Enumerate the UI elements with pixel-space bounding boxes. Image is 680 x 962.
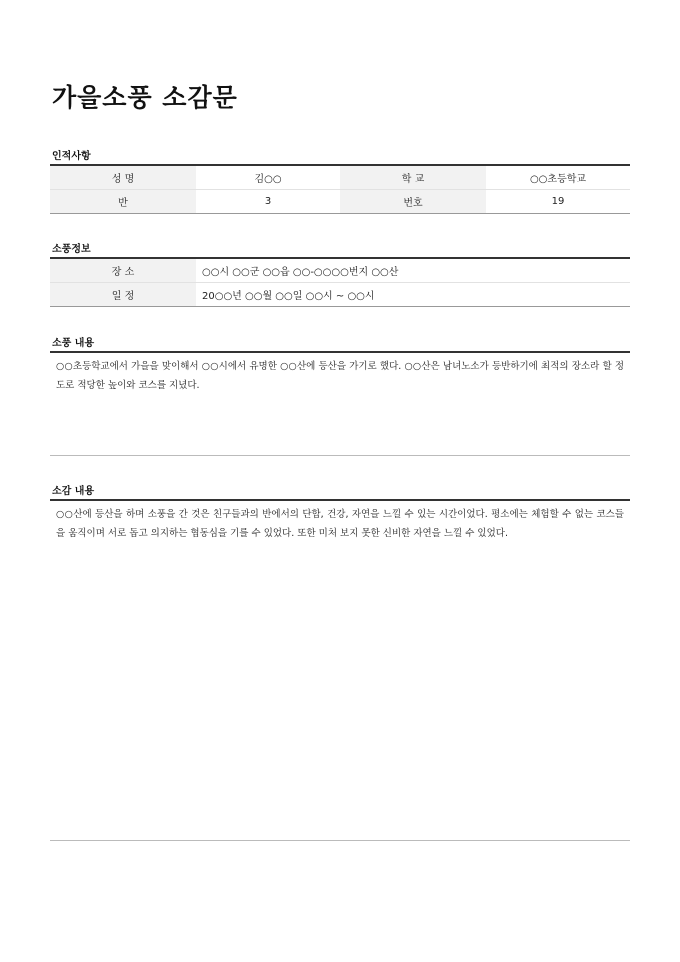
number-value: 19 [551, 196, 565, 207]
personal-info-heading: 인적사항 [52, 151, 91, 162]
school-value: ○○초등학교 [486, 165, 630, 190]
personal-info-table [50, 164, 630, 214]
table-row [50, 283, 630, 307]
table-row [50, 190, 630, 214]
name-label: 성 명 [50, 165, 196, 190]
number-label: 번호 [340, 190, 486, 214]
class-label: 반 [50, 190, 196, 214]
name-value: 김○○ [196, 165, 340, 190]
trip-info-heading: 소풍정보 [52, 244, 91, 255]
table-row [50, 165, 630, 190]
impressions-text: ○○산에 등산을 하며 소풍을 간 것은 친구들과의 반에서의 단합, 건강, 자연을 느낄 수 있는 시간이었다. 평소에는 체험할 수 없는 코스들을 움직이며 서로 돕고 의지하는 협동심을 기를 수 있었다. 또한 미처 보지 못한 신비한 자연을 느낄 수 있었다. [50, 499, 630, 841]
impressions-heading: 소감 내용 [52, 486, 95, 497]
school-label: 학 교 [340, 165, 486, 190]
place-value: ○○시 ○○군 ○○읍 ○○-○○○○번지 ○○산 [196, 258, 630, 283]
place-label: 장 소 [50, 258, 196, 283]
schedule-label: 일 정 [50, 283, 196, 307]
class-value: 3 [264, 196, 272, 207]
schedule-value: 20○○년 ○○월 ○○일 ○○시 ~ ○○시 [202, 291, 375, 302]
table-row [50, 258, 630, 283]
trip-content-heading: 소풍 내용 [52, 338, 95, 349]
trip-info-table [50, 257, 630, 307]
page-title: 가을소풍 소감문 [52, 83, 238, 112]
trip-content-text: ○○초등학교에서 가을을 맞이해서 ○○시에서 유명한 ○○산에 등산을 가기로 했다. ○○산은 남녀노소가 등반하기에 최적의 장소라 할 정도로 적당한 높이와 코스를 지녔다. [50, 351, 630, 456]
